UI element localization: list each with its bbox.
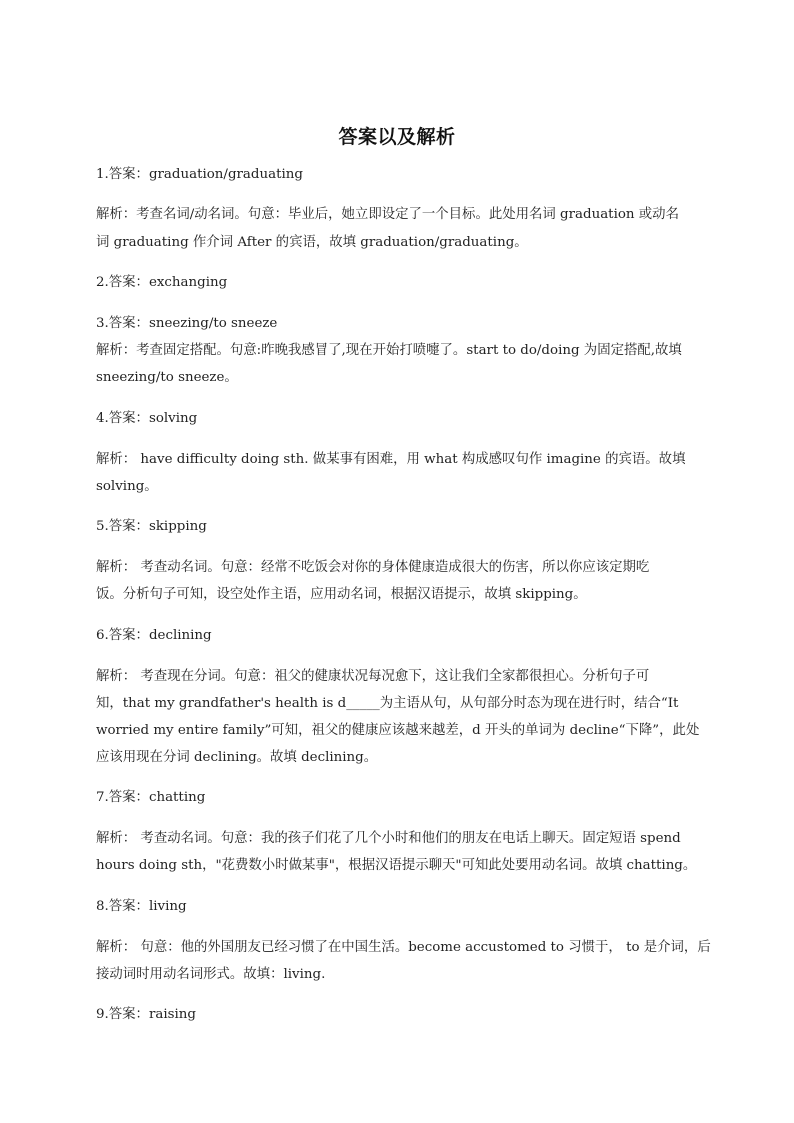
explanation-8-line-1: 解析： 句意：他的外国朋友已经习惯了在中国生活。become accustomed to 习惯于， to 是介词，后 [96, 940, 711, 955]
explanation-5-line-2: 饭。分析句子可知，设空处作主语，应用动名词，根据汉语提示，故填 skipping。 [96, 587, 587, 602]
explanation-4-line-1: 解析： have difficulty doing sth. 做某事有困难，用 what 构成感叹句作 imagine 的宾语。故填 [96, 452, 686, 467]
page-title: 答案以及解析 [338, 126, 456, 148]
answer-5: 5.答案：skipping [96, 519, 207, 534]
explanation-7-line-2: hours doing sth，"花费数小时做某事"，根据汉语提示聊天"可知此处要用动名词。故填 chatting。 [96, 858, 697, 873]
explanation-3-line-2: sneezing/to sneeze。 [96, 370, 238, 385]
explanation-7-line-1: 解析： 考查动名词。句意：我的孩子们花了几个小时和他们的朋友在电话上聊天。固定短语 spend [96, 831, 681, 846]
explanation-5-line-1: 解析： 考查动名词。句意：经常不吃饭会对你的身体健康造成很大的伤害，所以你应该定期吃 [96, 560, 650, 575]
answer-3: 3.答案：sneezing/to sneeze [96, 316, 278, 331]
explanation-3-line-1: 解析：考查固定搭配。句意:昨晚我感冒了,现在开始打喷嚏了。start to do/doing 为固定搭配,故填 [96, 343, 682, 358]
explanation-6-line-2: 知，that my grandfather's health is d_____为主语从句，从句部分时态为现在进行时，结合“It [96, 696, 679, 711]
explanation-6-line-4: 应该用现在分词 declining。故填 declining。 [96, 750, 378, 765]
explanation-1-line-1: 解析：考查名词/动名词。句意：毕业后，她立即设定了一个目标。此处用名词 graduation 或动名 [96, 207, 679, 222]
answer-1: 1.答案：graduation/graduating [96, 167, 303, 182]
answer-8: 8.答案：living [96, 899, 187, 914]
explanation-1-line-2: 词 graduating 作介词 After 的宾语，故填 graduation/graduating。 [96, 235, 528, 250]
explanation-6-line-1: 解析： 考查现在分词。句意：祖父的健康状况每况愈下，这让我们全家都很担心。分析句子可 [96, 669, 650, 684]
answer-6: 6.答案：declining [96, 628, 212, 643]
answer-7: 7.答案：chatting [96, 790, 206, 805]
answer-2: 2.答案：exchanging [96, 275, 228, 290]
answer-4: 4.答案：solving [96, 411, 198, 426]
explanation-6-line-3: worried my entire family”可知，祖父的健康应该越来越差，d 开头的单词为 decline“下降”，此处 [96, 723, 700, 738]
explanation-4-line-2: solving。 [96, 479, 158, 494]
answer-9: 9.答案：raising [96, 1007, 196, 1022]
explanation-8-line-2: 接动词时用动名词形式。故填：living. [96, 967, 326, 982]
